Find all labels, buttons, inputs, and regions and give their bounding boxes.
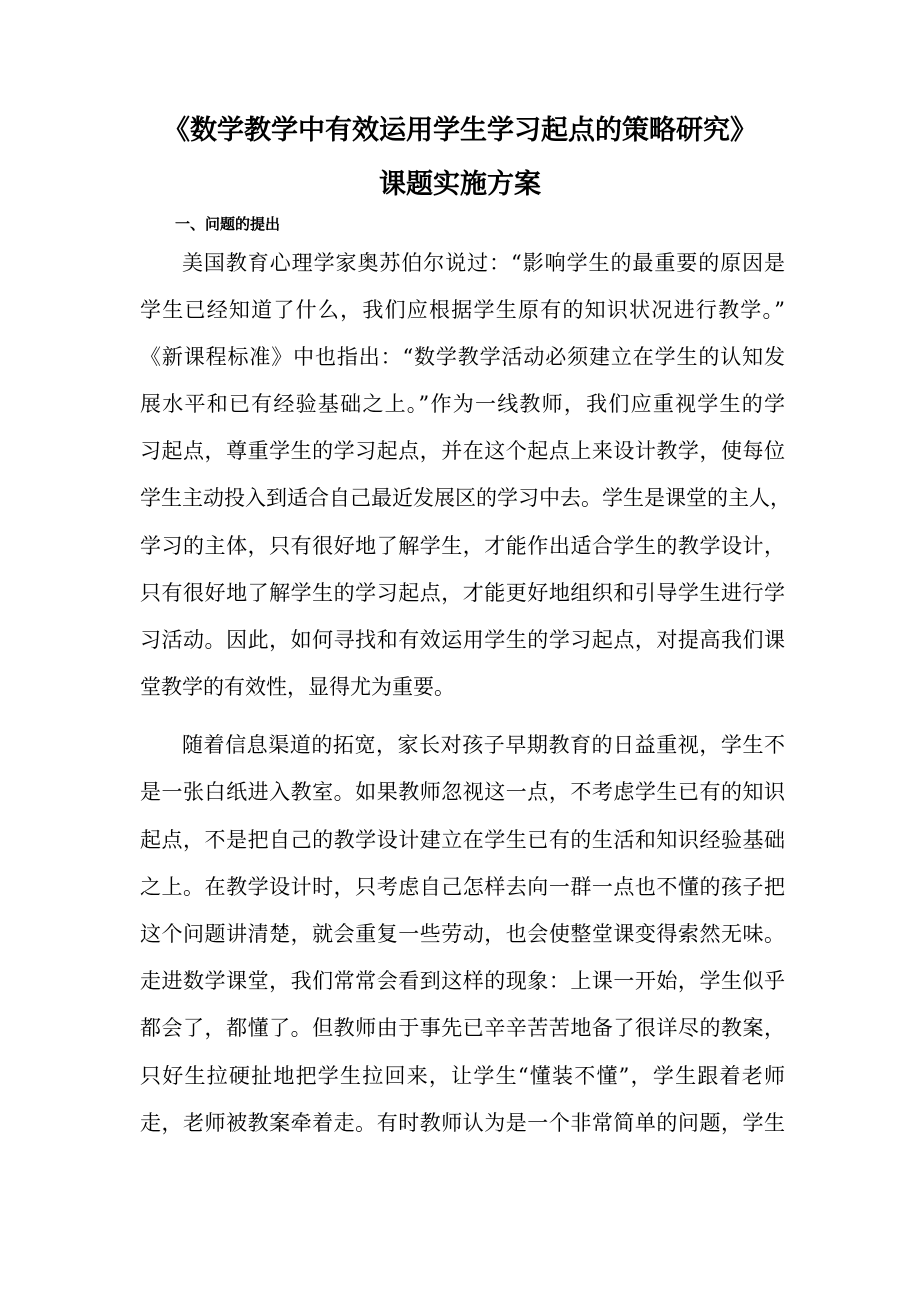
paragraph-2-line: 走进数学课堂，我们常常会看到这样的现象：上课一开始，学生似乎	[140, 969, 785, 993]
paragraph-2-line: 是一张白纸进入教室。如果教师忽视这一点，不考虑学生已有的知识	[140, 780, 785, 804]
paragraph-1-line: 学生已经知道了什么，我们应根据学生原有的知识状况进行教学。”	[140, 298, 785, 322]
paragraph-1-line: 展水平和已有经验基础之上。”作为一线教师，我们应重视学生的学	[140, 392, 785, 416]
paragraph-1-line: 堂教学的有效性，显得尤为重要。	[140, 675, 455, 699]
paragraph-1-line: 《新课程标准》中也指出：“数学教学活动必须建立在学生的认知发	[140, 345, 785, 369]
paragraph-2-line: 随着信息渠道的拓宽，家长对孩子早期教育的日益重视，学生不	[182, 733, 785, 757]
paragraph-1-line: 习起点，尊重学生的学习起点，并在这个起点上来设计教学，使每位	[140, 439, 785, 463]
paragraph-1-line: 只有很好地了解学生的学习起点，才能更好地组织和引导学生进行学	[140, 581, 785, 605]
paragraph-2-line: 起点，不是把自己的教学设计建立在学生已有的生活和知识经验基础	[140, 828, 785, 852]
paragraph-2-line: 只好生拉硬扯地把学生拉回来，让学生“懂装不懂”，学生跟着老师	[140, 1064, 785, 1088]
paragraph-2-line: 之上。在教学设计时，只考虑自己怎样去向一群一点也不懂的孩子把	[140, 875, 785, 899]
paragraph-1-line: 学习的主体，只有很好地了解学生，才能作出适合学生的教学设计，	[140, 534, 785, 558]
section-heading: 一、问题的提出	[175, 215, 281, 233]
paragraph-2-line: 都会了，都懂了。但教师由于事先已辛辛苦苦地备了很详尽的教案，	[140, 1016, 785, 1040]
document-title: 《数学教学中有效运用学生学习起点的策略研究》	[163, 115, 757, 146]
paragraph-2-line: 这个问题讲清楚，就会重复一些劳动，也会使整堂课变得索然无味。	[140, 922, 785, 946]
paragraph-1-line: 学生主动投入到适合自己最近发展区的学习中去。学生是课堂的主人，	[140, 486, 791, 510]
document-subtitle: 课题实施方案	[379, 169, 541, 200]
paragraph-2-line: 走，老师被教案牵着走。有时教师认为是一个非常简单的问题，学生	[140, 1111, 785, 1135]
paragraph-1-line: 美国教育心理学家奥苏伯尔说过：“影响学生的最重要的原因是	[182, 251, 785, 275]
paragraph-1-line: 习活动。因此，如何寻找和有效运用学生的学习起点，对提高我们课	[140, 628, 785, 652]
